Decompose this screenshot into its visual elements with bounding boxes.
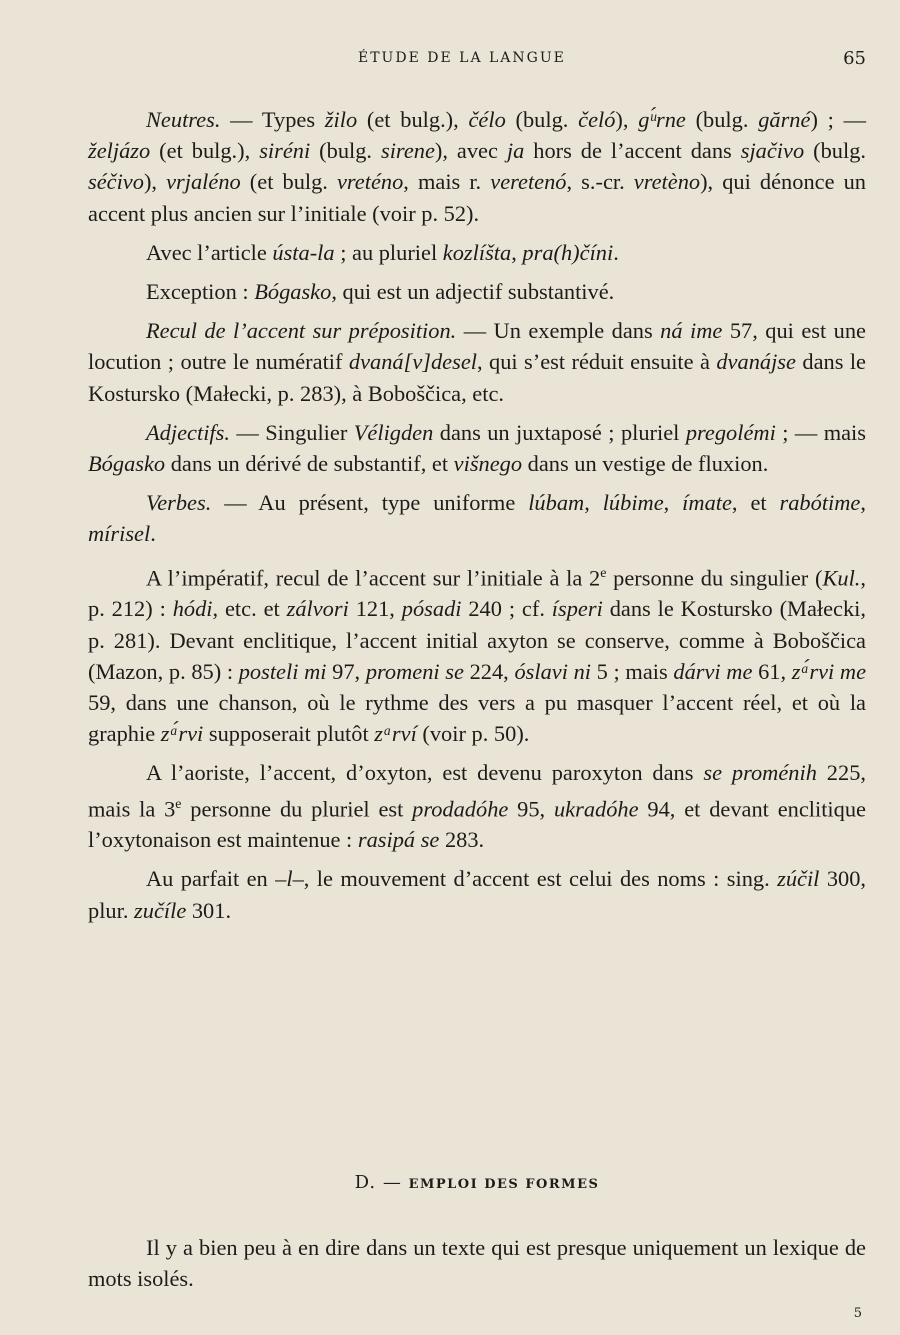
text-run: (bulg. (310, 138, 381, 164)
text-run: , et (731, 490, 780, 516)
book-page (88, 0, 866, 1335)
text-run: (et bulg.), (150, 138, 260, 164)
italic-term: rasipá se (357, 827, 440, 853)
text-run: 301. (186, 897, 232, 923)
superscript: e (175, 796, 182, 812)
text-run: , s.-cr. (566, 169, 634, 195)
italic-term: ímate (682, 490, 732, 516)
text-run: personne du singulier ( (606, 565, 823, 591)
text-run: , le mouvement d’accent est celui des noms : sing. (303, 866, 778, 892)
italic-term: hódi (172, 596, 213, 622)
italic-term: dvaná[v]desel (348, 349, 477, 375)
paragraph (88, 315, 866, 409)
text-run: , qui est un adjectif substantivé. (331, 279, 615, 305)
italic-term: veretenó (490, 169, 567, 195)
text-run: 225, mais la 3 (88, 760, 866, 821)
running-head (88, 46, 866, 72)
superscript: e (600, 565, 607, 581)
text-run: , qui s’est réduit ensuite à (477, 349, 717, 375)
running-title: ÉTUDE DE LA LANGUE (358, 50, 566, 66)
text-run: , (511, 239, 523, 265)
italic-term: gᵘ́rne (638, 107, 686, 132)
text-run: ), (615, 107, 639, 132)
page-number: 65 (843, 48, 866, 69)
signature-mark: 5 (853, 1306, 862, 1321)
italic-term: –l– (275, 866, 304, 892)
text-run: , etc. et (212, 596, 287, 622)
text-run: 61, (752, 658, 792, 684)
italic-term: se proménih (703, 760, 817, 786)
text-run: 59, dans une chanson, où le rythme des vers a pu masquer l’accent réel, et où la graphie (88, 689, 866, 747)
paragraph (88, 104, 866, 229)
italic-term: siréni (259, 138, 311, 164)
text-run: , (584, 490, 603, 516)
text-run: — Singulier (229, 419, 354, 445)
italic-term: zᵃ́rvi (160, 721, 204, 747)
paragraph (88, 237, 866, 268)
italic-term: Adjectifs. (146, 419, 230, 445)
text-run: 224, (463, 658, 515, 684)
text-run: dans le Kostursko (Małecki, p. 281). Devant enclitique, l’accent initial axyton se conserve, comme à Boboščica (Mazon, p. 85) : (88, 596, 866, 684)
italic-term: čélo (468, 107, 506, 132)
text-run: A l’impératif, recul de l’accent sur l’initiale à la 2 (146, 565, 601, 591)
text-run: (et bulg.), (357, 107, 469, 132)
text-run: 283. (439, 827, 485, 853)
text-run: dans un dérivé de substantif, et (165, 451, 454, 477)
italic-term: čeló (578, 107, 616, 132)
italic-term: pósadi (401, 596, 462, 622)
paragraph (88, 863, 866, 925)
text-run: supposerait plutôt (203, 721, 375, 747)
italic-term: zᵃrví (374, 721, 417, 747)
text-run: 5 ; mais (591, 658, 674, 684)
text-run: ), avec (434, 138, 507, 164)
italic-term: ústa-la (272, 239, 335, 265)
italic-term: gărné (758, 107, 811, 132)
italic-term: ja (506, 138, 525, 164)
italic-term: prodadóhe (412, 796, 509, 821)
text-run: personne du pluriel est (181, 796, 413, 821)
text-run: — Au présent, type uniforme (211, 490, 529, 516)
text-run: . (150, 521, 156, 547)
italic-term: Véligden (353, 419, 434, 445)
italic-term: vretèno (633, 169, 701, 195)
italic-term: sjačivo (740, 138, 805, 164)
italic-term: višnego (453, 451, 523, 477)
text-run: ), qui dénonce un accent plus ancien sur l’initiale (voir p. 52). (88, 169, 866, 226)
italic-term: lúbam (528, 490, 585, 516)
text-run: (bulg. (804, 138, 866, 164)
italic-term: ukradóhe (553, 796, 639, 821)
text-run: ), (143, 169, 167, 195)
text-run: Avec l’article (146, 239, 273, 265)
italic-term: ísperi (551, 596, 603, 622)
italic-term: Kul. (822, 565, 861, 591)
body-text (88, 104, 866, 934)
text-run: . (613, 239, 619, 265)
italic-term: vreténo (336, 169, 404, 195)
text-run: — Un exemple dans (456, 318, 661, 344)
italic-term: Bógasko (254, 279, 332, 305)
text-run: 300, plur. (88, 866, 867, 923)
text-run: dans un juxtaposé ; pluriel (433, 419, 686, 445)
italic-term: Verbes. (146, 490, 212, 516)
italic-term: zᵃ́rvi me (791, 658, 867, 684)
italic-term: sirene (381, 138, 435, 164)
text-run: ) ; — (810, 107, 867, 132)
text-run: hors de l’accent dans (524, 138, 741, 164)
text-run: , mais r. (403, 169, 491, 195)
italic-term: željázo (88, 138, 151, 164)
italic-term: Recul de l’accent sur préposition. (146, 318, 457, 344)
text-run: dans le Kostursko (Małecki, p. 283), à Boboščica, etc. (88, 349, 866, 406)
paragraph (88, 276, 866, 307)
italic-term: Bógasko (88, 451, 166, 477)
italic-term: pregolémi (685, 419, 776, 445)
text-run: , p. 212) : (88, 565, 867, 622)
italic-term: zučíle (134, 897, 187, 923)
italic-term: žilo (324, 107, 358, 132)
italic-term: dvanájse (716, 349, 796, 375)
text-run: (bulg. (685, 107, 759, 132)
italic-term: vrjaléno (166, 169, 241, 195)
paragraph (88, 487, 866, 549)
paragraph: Il y a bien peu à en dire dans un texte qui est presque uniquement un lexique de mots isolés. (88, 1235, 866, 1292)
section-letter: D. — (354, 1172, 402, 1193)
italic-term: ná ime (660, 318, 723, 344)
text-run: — Types (220, 107, 325, 132)
text-run: (bulg. (505, 107, 579, 132)
text-run: , (663, 490, 683, 516)
text-run: 57, qui est une locution ; outre le numératif (88, 318, 866, 375)
text-run: 121, (348, 596, 402, 622)
text-run: 94, et devant enclitique l’oxytonaison est maintenue : (88, 796, 866, 853)
italic-term: séčivo (88, 169, 144, 195)
paragraph (88, 417, 866, 479)
text-run: (et bulg. (240, 169, 337, 195)
text-run: 97, (326, 658, 366, 684)
italic-term: Neutres. (146, 107, 221, 132)
text-run: 95, (508, 796, 554, 821)
text-run: , (860, 490, 866, 516)
text-run: ; — mais (775, 419, 866, 445)
closing-text (88, 1232, 866, 1294)
text-run: dans un vestige de fluxion. (522, 451, 769, 477)
text-run: ; au pluriel (334, 239, 443, 265)
text-run: A l’aoriste, l’accent, d’oxyton, est devenu paroxyton dans (146, 760, 704, 786)
section-title: EMPLOI DES FORMES (408, 1177, 600, 1192)
italic-term: zálvori (286, 596, 349, 622)
italic-term: óslavi ni (514, 658, 592, 684)
text-run: 240 ; cf. (461, 596, 552, 622)
italic-term: promeni se (365, 658, 464, 684)
italic-term: posteli mi (238, 658, 327, 684)
paragraph (88, 558, 866, 750)
italic-term: kozlíšta (442, 239, 512, 265)
section-heading (88, 1172, 866, 1193)
italic-term: pra(h)číni (522, 239, 614, 265)
italic-term: lúbime (602, 490, 664, 516)
paragraph (88, 757, 866, 855)
italic-term: rabótime (779, 490, 861, 516)
italic-term: mírisel (88, 521, 151, 547)
text-run: Exception : (146, 279, 255, 305)
italic-term: dárvi me (673, 658, 753, 684)
italic-term: zúčil (777, 866, 820, 892)
text-run: (voir p. 50). (416, 721, 530, 747)
text-run: Au parfait en (146, 866, 276, 892)
